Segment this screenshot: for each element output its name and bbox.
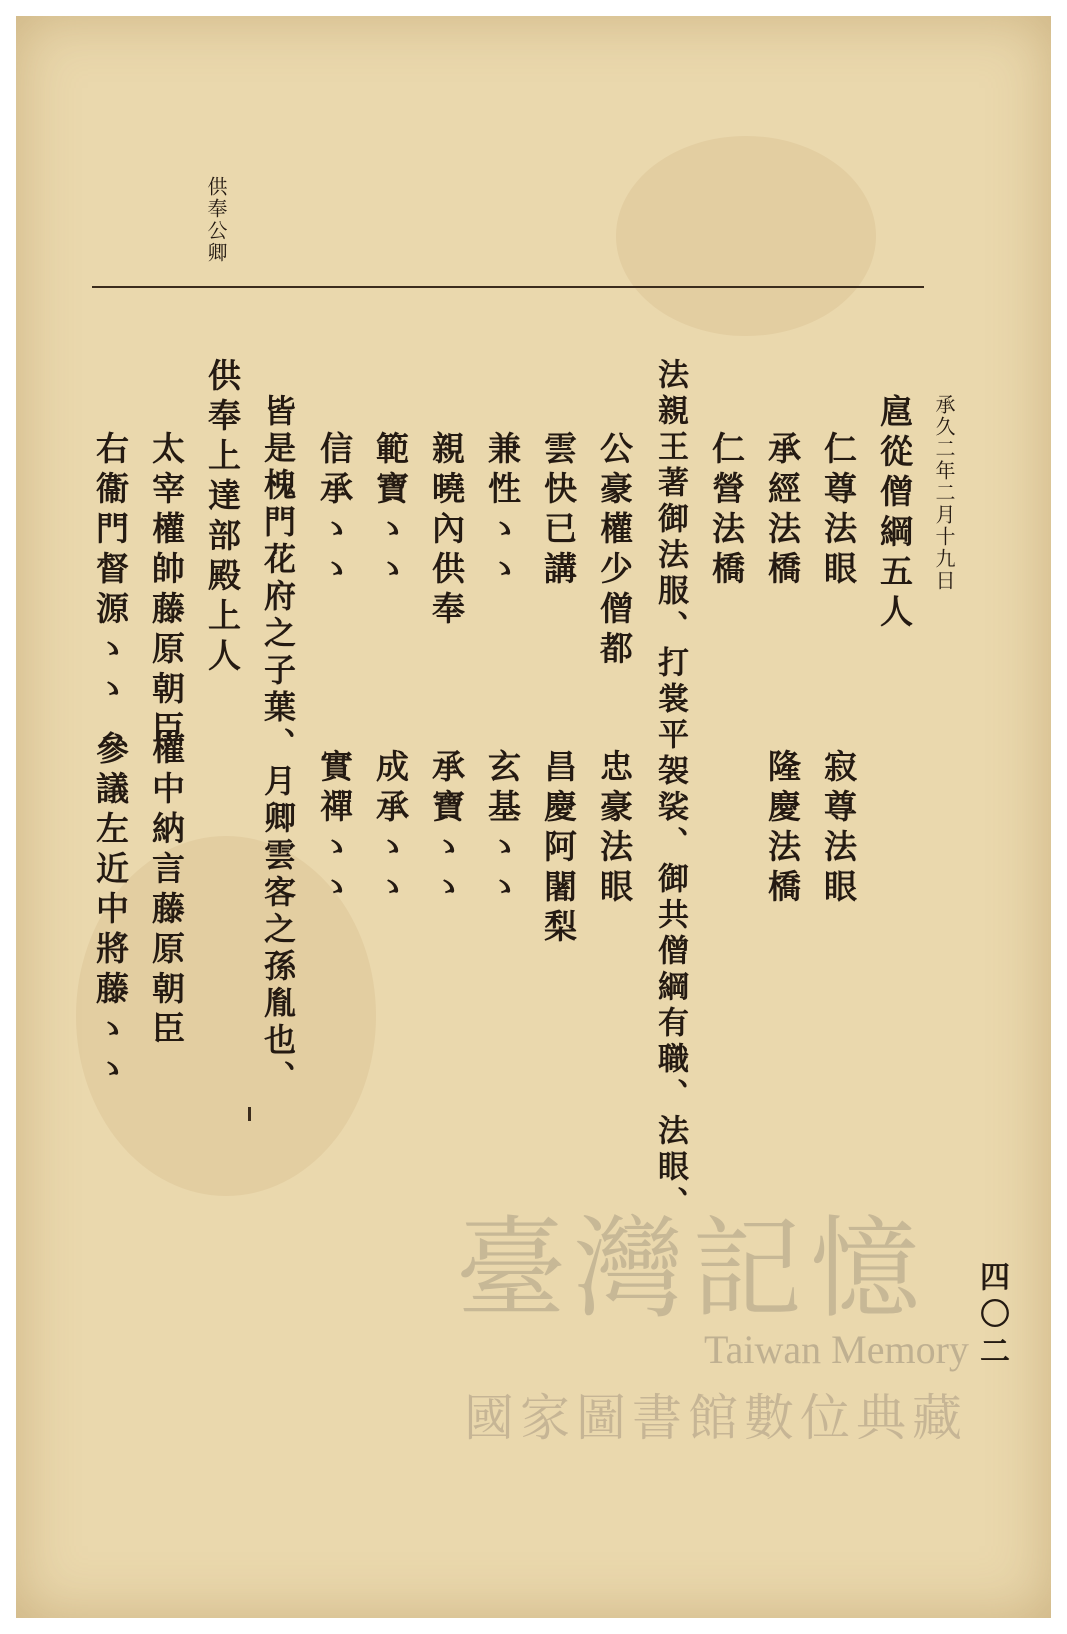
text-column: 供奉上達部殿上人 xyxy=(203,358,242,678)
header-rule xyxy=(92,286,924,288)
text-column: 仁尊法眼 xyxy=(819,431,858,591)
text-column: 參議左近中將藤ゝゝ xyxy=(91,731,130,1091)
text-column: 親曉內供奉 xyxy=(427,431,466,631)
text-column: 扈從僧綱五人 xyxy=(875,394,914,634)
text-column: 法親王著御法服、打裳平袈裟、御共僧綱有職、法眼、 xyxy=(652,358,688,1222)
text-column: 皆是槐門花府之子葉、月卿雲客之孫胤也、 xyxy=(259,394,297,1097)
watermark-english: Taiwan Memory xyxy=(704,1327,969,1372)
text-column: 兼性ゝゝ xyxy=(483,431,522,591)
text-column: 權中納言藤原朝臣 xyxy=(147,731,186,1051)
text-column: 成承ゝゝ xyxy=(371,749,410,909)
text-column: 公豪權少僧都 xyxy=(595,431,634,671)
running-title: 供奉公卿 xyxy=(204,176,228,264)
paper-stain xyxy=(616,136,876,336)
text-column: 仁營法橋 xyxy=(707,431,746,591)
text-column: 昌慶阿闍梨 xyxy=(539,749,578,949)
text-column: 寂尊法眼 xyxy=(819,749,858,909)
text-column: 玄基ゝゝ xyxy=(483,749,522,909)
date-line: 承久二年二月十九日 xyxy=(932,394,956,592)
print-mark xyxy=(248,1107,251,1121)
text-column: 承經法橋 xyxy=(763,431,802,591)
text-column: 範寶ゝゝ xyxy=(371,431,410,591)
page-number: 四〇二 xyxy=(974,1261,1009,1372)
text-column: 右衞門督源ゝゝ xyxy=(91,431,130,711)
text-column: 實禪ゝゝ xyxy=(315,749,354,909)
text-column: 隆慶法橋 xyxy=(763,749,802,909)
book-page xyxy=(16,16,1051,1618)
text-column: 承寶ゝゝ xyxy=(427,749,466,909)
watermark-logo: 臺灣記憶 xyxy=(456,1205,928,1333)
text-column: 信承ゝゝ xyxy=(315,431,354,591)
watermark-subtitle: 國家圖書館數位典藏 xyxy=(464,1389,968,1447)
text-column: 忠豪法眼 xyxy=(595,749,634,909)
text-column: 太宰權帥藤原朝臣 xyxy=(147,431,186,751)
text-column: 雲快已講 xyxy=(539,431,578,591)
